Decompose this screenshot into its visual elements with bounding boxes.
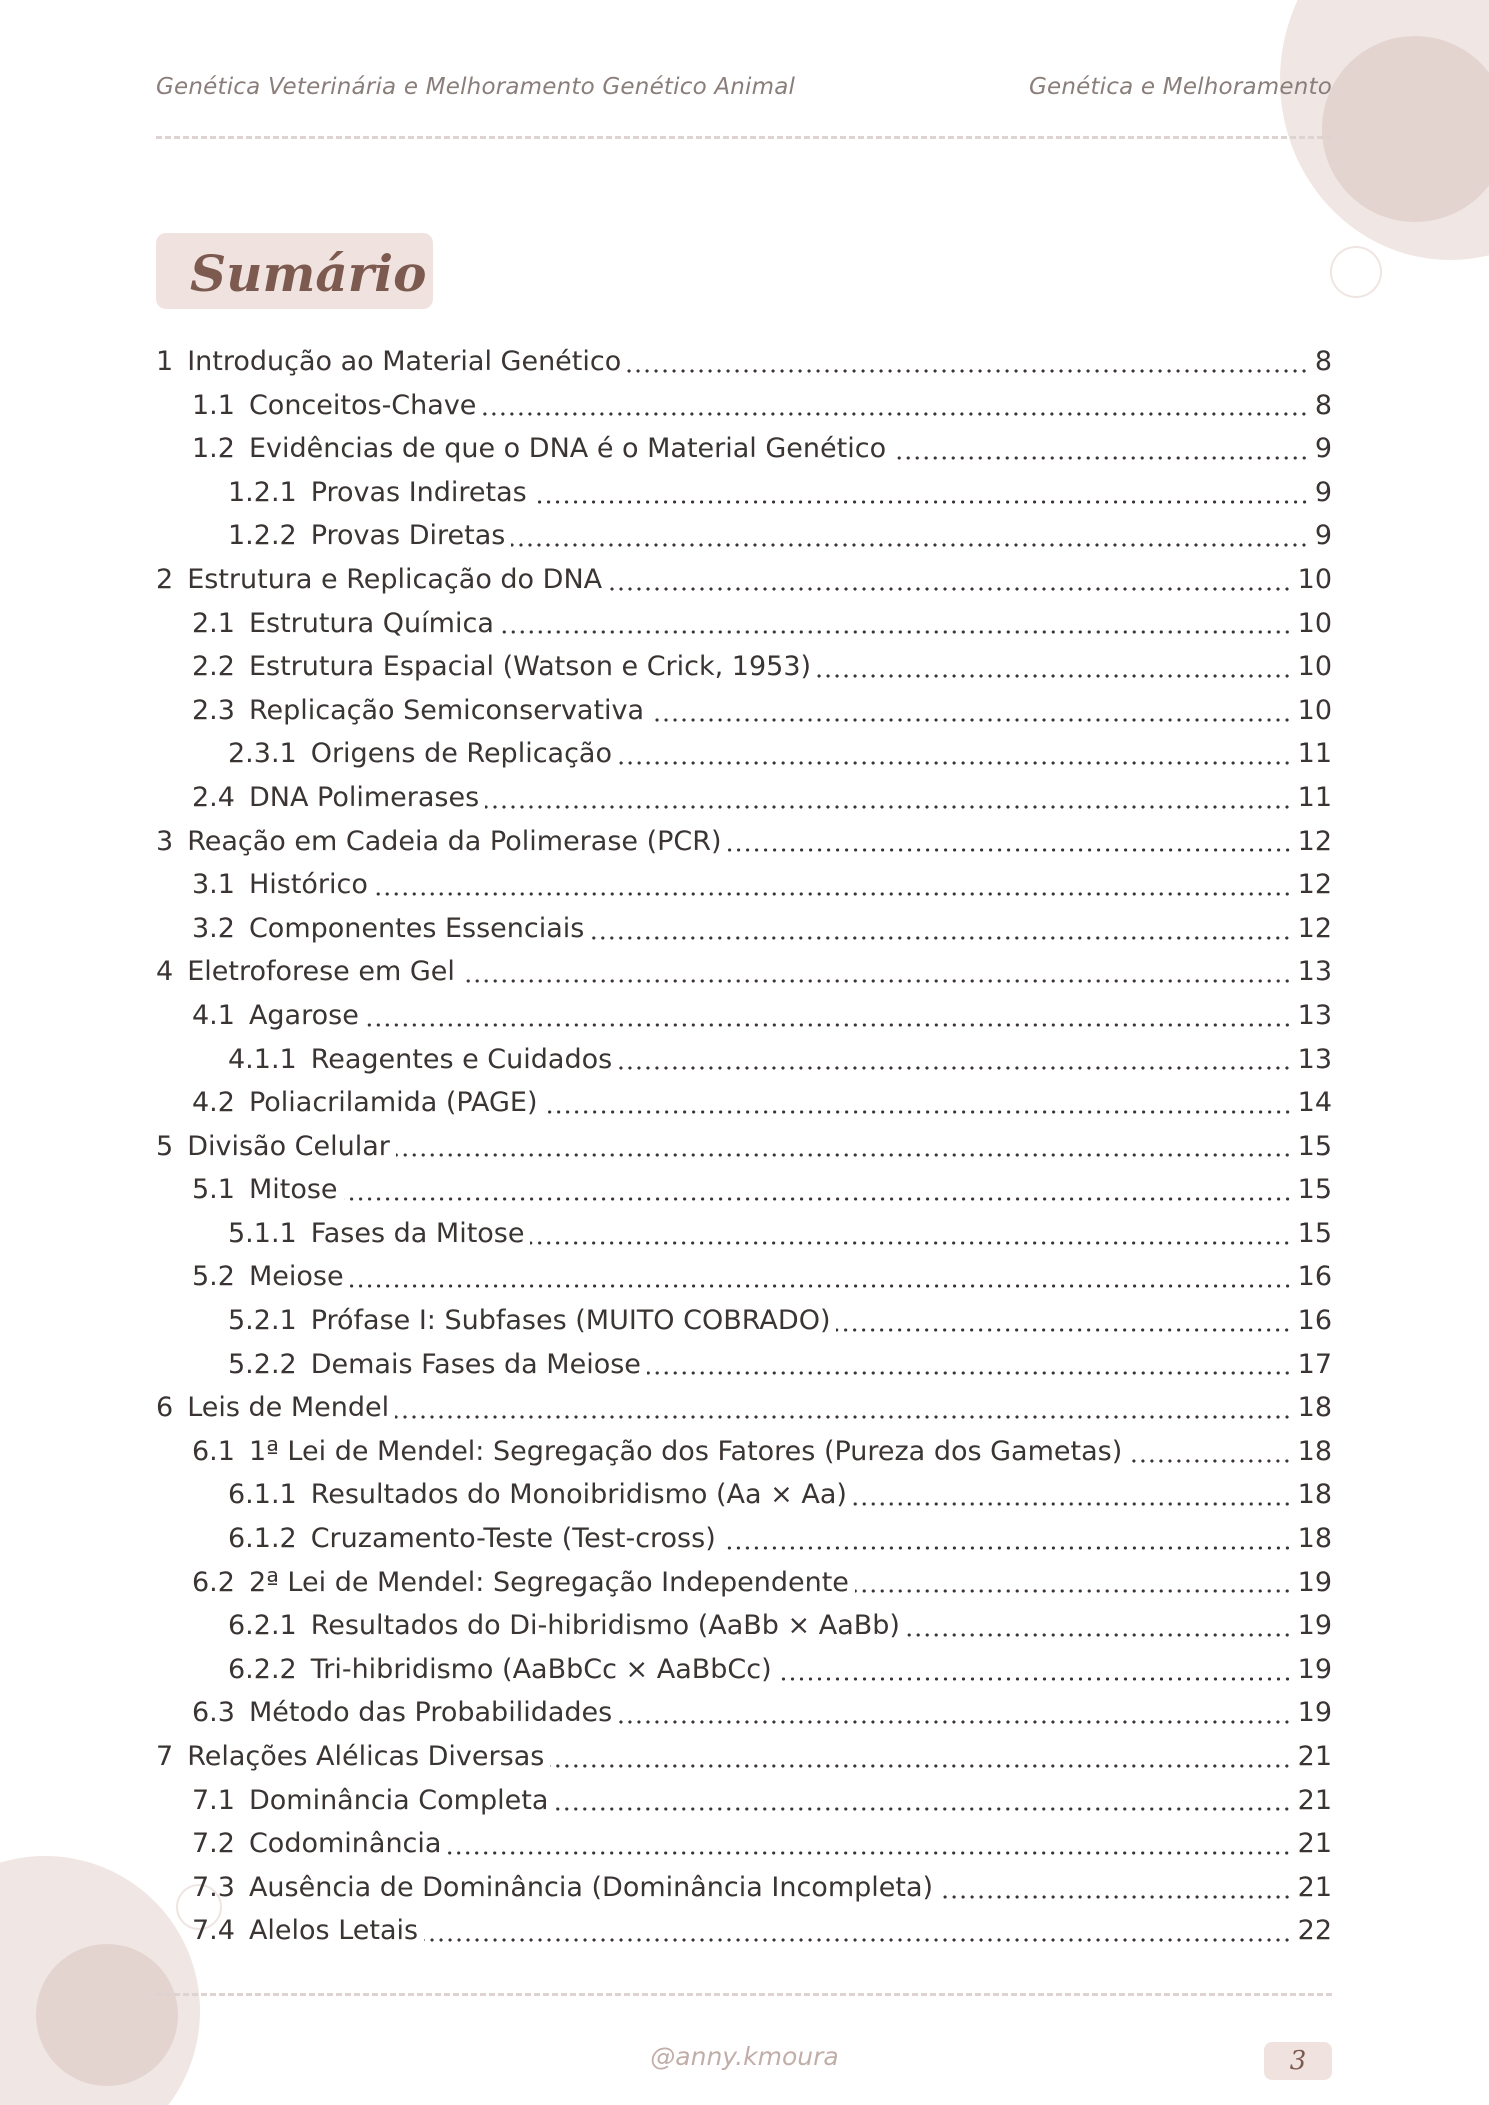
running-header-right: Genética e Melhoramento <box>1028 74 1332 100</box>
toc-entry[interactable] <box>156 1909 1332 1953</box>
toc-entry-title: Divisão Celular <box>187 1130 390 1162</box>
toc-entry-page: 21 <box>1297 1871 1332 1903</box>
toc-dot-leader <box>485 805 1292 809</box>
toc-dot-leader <box>447 1851 1291 1855</box>
toc-entry-title: Origens de Replicação <box>310 738 613 770</box>
toc-dot-leader <box>855 1589 1292 1593</box>
toc-dot-leader <box>1128 1459 1291 1463</box>
toc-dot-leader <box>892 456 1309 460</box>
decorative-ring-top-right <box>1330 246 1382 298</box>
toc-entry-number: 3.2 <box>192 912 235 944</box>
toc-entry-title: Ausência de Dominância (Dominância Incompleta) <box>248 1871 934 1903</box>
toc-entry-page: 14 <box>1297 1087 1332 1119</box>
toc-entry[interactable] <box>156 1604 1332 1648</box>
toc-entry-page: 16 <box>1297 1261 1332 1293</box>
toc-entry-title: Introdução ao Material Genético <box>187 346 622 377</box>
toc-entry[interactable] <box>156 1212 1332 1256</box>
toc-entry-page: 13 <box>1297 1043 1332 1075</box>
toc-entry-page: 11 <box>1297 781 1332 813</box>
toc-entry-title: Método das Probabilidades <box>248 1697 613 1729</box>
toc-entry[interactable] <box>156 776 1332 820</box>
toc-entry-title: Dominância Completa <box>248 1784 549 1816</box>
toc-dot-leader <box>647 1371 1292 1375</box>
toc-entry-number: 7.2 <box>192 1828 235 1860</box>
toc-entry-page: 18 <box>1297 1479 1332 1511</box>
toc-entry[interactable] <box>156 689 1332 733</box>
toc-entry-title: Demais Fases da Meiose <box>310 1348 641 1380</box>
toc-entry-page: 8 <box>1314 346 1332 377</box>
toc-entry-number: 5.1 <box>192 1174 235 1206</box>
toc-entry[interactable] <box>156 950 1332 994</box>
toc-entry[interactable] <box>156 1168 1332 1212</box>
toc-entry-number: 4.1.1 <box>228 1043 297 1075</box>
toc-entry-number: 1.2 <box>192 433 235 465</box>
toc-entry[interactable] <box>156 514 1332 558</box>
toc-entry-page: 10 <box>1297 651 1332 683</box>
toc-entry-number: 2.2 <box>192 651 235 683</box>
toc-entry-page: 10 <box>1297 694 1332 726</box>
toc-entry[interactable] <box>156 1517 1332 1561</box>
toc-entry-page: 19 <box>1297 1697 1332 1729</box>
toc-entry-title: Conceitos-Chave <box>248 389 477 421</box>
toc-entry-title: DNA Polimerases <box>248 781 480 813</box>
toc-entry-page: 13 <box>1297 956 1332 988</box>
toc-entry-title: Histórico <box>248 869 368 901</box>
toc-entry-title: 1ª Lei de Mendel: Segregação dos Fatores (Pureza dos Gametas) <box>248 1435 1123 1467</box>
toc-entry-number: 1 <box>156 346 174 377</box>
toc-entry-title: Fases da Mitose <box>310 1217 525 1249</box>
toc-dot-leader <box>344 1197 1292 1201</box>
toc-dot-leader <box>939 1895 1292 1899</box>
toc-entry-page: 9 <box>1314 433 1332 465</box>
toc-entry-page: 9 <box>1314 520 1332 552</box>
toc-entry-number: 6.2.2 <box>228 1653 297 1685</box>
toc-entry-page: 12 <box>1297 825 1332 857</box>
toc-entry-number: 5.1.1 <box>228 1217 297 1249</box>
toc-entry-page: 10 <box>1297 607 1332 639</box>
toc-entry-page: 19 <box>1297 1653 1332 1685</box>
toc-entry-title: Estrutura e Replicação do DNA <box>187 563 603 595</box>
toc-entry-page: 21 <box>1297 1828 1332 1860</box>
toc-dot-leader <box>618 761 1292 765</box>
toc-entry-title: Tri-hibridismo (AaBbCc × AaBbCc) <box>310 1653 772 1685</box>
toc-dot-leader <box>778 1677 1292 1681</box>
toc-entry-page: 16 <box>1297 1305 1332 1337</box>
toc-entry-title: Leis de Mendel <box>187 1392 390 1424</box>
toc-entry[interactable] <box>156 1299 1332 1343</box>
toc-entry-number: 2.4 <box>192 781 235 813</box>
toc-entry-page: 10 <box>1297 563 1332 595</box>
toc-dot-leader <box>906 1633 1292 1637</box>
toc-dot-leader <box>618 1066 1291 1070</box>
toc-entry-page: 17 <box>1297 1348 1332 1380</box>
toc-entry-title: Estrutura Espacial (Watson e Crick, 1953) <box>248 651 812 683</box>
toc-entry-page: 19 <box>1297 1566 1332 1598</box>
toc-entry-page: 15 <box>1297 1174 1332 1206</box>
toc-dot-leader <box>554 1807 1291 1811</box>
header-divider <box>156 136 1332 139</box>
toc-entry-title: Cruzamento-Teste (Test-cross) <box>310 1523 716 1555</box>
table-of-contents <box>156 340 1332 1953</box>
toc-entry[interactable] <box>156 558 1332 602</box>
toc-entry-number: 6.1.2 <box>228 1523 297 1555</box>
toc-entry-title: Alelos Letais <box>248 1915 419 1947</box>
toc-dot-leader <box>650 718 1292 722</box>
toc-dot-leader <box>533 500 1309 504</box>
toc-dot-leader <box>511 543 1308 547</box>
toc-dot-leader <box>395 1415 1292 1419</box>
toc-dot-leader <box>396 1153 1292 1157</box>
toc-dot-leader <box>590 936 1291 940</box>
toc-entry[interactable] <box>156 863 1332 907</box>
toc-entry-title: Reagentes e Cuidados <box>310 1043 613 1075</box>
toc-dot-leader <box>374 892 1292 896</box>
toc-entry-number: 6.1.1 <box>228 1479 297 1511</box>
toc-entry-number: 5 <box>156 1130 174 1162</box>
toc-dot-leader <box>836 1328 1291 1332</box>
toc-entry-number: 6 <box>156 1392 174 1424</box>
toc-entry-number: 4 <box>156 956 174 988</box>
toc-entry-page: 9 <box>1314 476 1332 508</box>
toc-entry-title: Provas Diretas <box>310 520 506 552</box>
toc-entry-page: 21 <box>1297 1741 1332 1772</box>
toc-entry-title: Estrutura Química <box>248 607 494 639</box>
toc-entry-number: 4.2 <box>192 1087 235 1119</box>
toc-dot-leader <box>722 1546 1292 1550</box>
toc-entry-page: 12 <box>1297 869 1332 901</box>
toc-entry-number: 5.2.2 <box>228 1348 297 1380</box>
toc-dot-leader <box>500 630 1292 634</box>
toc-entry-number: 2.3 <box>192 694 235 726</box>
toc-entry[interactable] <box>156 602 1332 646</box>
toc-entry-title: Relações Alélicas Diversas <box>187 1741 545 1772</box>
toc-entry-title: Meiose <box>248 1261 344 1293</box>
toc-entry[interactable] <box>156 1735 1332 1779</box>
toc-entry[interactable] <box>156 1822 1332 1866</box>
toc-entry-number: 5.2 <box>192 1261 235 1293</box>
toc-entry-page: 15 <box>1297 1130 1332 1162</box>
toc-entry-page: 18 <box>1297 1435 1332 1467</box>
toc-entry-title: Provas Indiretas <box>310 476 527 508</box>
toc-dot-leader <box>350 1284 1292 1288</box>
toc-entry-title: Evidências de que o DNA é o Material Genético <box>248 433 887 465</box>
author-handle: @anny.kmoura <box>650 2042 839 2071</box>
toc-entry-number: 6.2.1 <box>228 1610 297 1642</box>
toc-entry-title: Mitose <box>248 1174 338 1206</box>
page-title: Sumário <box>190 244 427 303</box>
toc-dot-leader <box>627 369 1309 373</box>
toc-dot-leader <box>530 1241 1291 1245</box>
toc-dot-leader <box>728 848 1292 852</box>
toc-entry[interactable] <box>156 732 1332 776</box>
toc-entry[interactable] <box>156 1866 1332 1910</box>
toc-entry-title: Poliacrilamida (PAGE) <box>248 1087 538 1119</box>
toc-entry-number: 1.2.2 <box>228 520 297 552</box>
toc-entry[interactable] <box>156 1255 1332 1299</box>
toc-entry-title: Reação em Cadeia da Polimerase (PCR) <box>187 825 722 857</box>
toc-entry-page: 8 <box>1314 389 1332 421</box>
running-header-left: Genética Veterinária e Melhoramento Genético Animal <box>156 74 796 100</box>
toc-entry-number: 6.2 <box>192 1566 235 1598</box>
toc-entry-number: 1.2.1 <box>228 476 297 508</box>
toc-entry-number: 2 <box>156 563 174 595</box>
toc-entry[interactable] <box>156 427 1332 471</box>
toc-entry-title: Eletroforese em Gel <box>187 956 455 988</box>
toc-entry-title: Componentes Essenciais <box>248 912 585 944</box>
toc-entry-number: 3.1 <box>192 869 235 901</box>
toc-entry-number: 7.1 <box>192 1784 235 1816</box>
toc-entry-page: 21 <box>1297 1784 1332 1816</box>
toc-dot-leader <box>424 1938 1292 1942</box>
toc-entry-number: 4.1 <box>192 999 235 1031</box>
toc-entry-page: 12 <box>1297 912 1332 944</box>
toc-entry-number: 7.3 <box>192 1871 235 1903</box>
toc-entry[interactable] <box>156 1779 1332 1823</box>
toc-entry[interactable] <box>156 994 1332 1038</box>
toc-entry[interactable] <box>156 1691 1332 1735</box>
toc-entry[interactable] <box>156 1648 1332 1692</box>
toc-entry-page: 11 <box>1297 738 1332 770</box>
toc-dot-leader <box>544 1110 1292 1114</box>
toc-entry-number: 7 <box>156 1741 174 1772</box>
toc-dot-leader <box>618 1720 1291 1724</box>
toc-dot-leader <box>482 412 1308 416</box>
toc-entry-page: 15 <box>1297 1217 1332 1249</box>
toc-entry-number: 6.1 <box>192 1435 235 1467</box>
toc-entry-number: 1.1 <box>192 389 235 421</box>
toc-entry[interactable] <box>156 820 1332 864</box>
page-number-badge: 3 <box>1264 2042 1332 2080</box>
toc-entry[interactable] <box>156 384 1332 428</box>
toc-dot-leader <box>461 979 1292 983</box>
toc-entry[interactable] <box>156 1125 1332 1169</box>
toc-entry[interactable] <box>156 645 1332 689</box>
toc-entry[interactable] <box>156 340 1332 384</box>
toc-entry-number: 2.3.1 <box>228 738 297 770</box>
toc-entry-number: 3 <box>156 825 174 857</box>
toc-entry-page: 18 <box>1297 1392 1332 1424</box>
toc-entry[interactable] <box>156 907 1332 951</box>
toc-entry[interactable] <box>156 1081 1332 1125</box>
toc-entry-title: Codominância <box>248 1828 442 1860</box>
toc-entry-title: 2ª Lei de Mendel: Segregação Independente <box>248 1566 849 1598</box>
toc-dot-leader <box>550 1764 1291 1768</box>
toc-dot-leader <box>608 587 1292 591</box>
toc-entry-title: Replicação Semiconservativa <box>248 694 645 726</box>
toc-entry[interactable] <box>156 1473 1332 1517</box>
toc-entry-number: 5.2.1 <box>228 1305 297 1337</box>
toc-entry-title: Prófase I: Subfases (MUITO COBRADO) <box>310 1305 831 1337</box>
toc-entry-page: 18 <box>1297 1523 1332 1555</box>
toc-dot-leader <box>817 674 1292 678</box>
toc-entry-number: 6.3 <box>192 1697 235 1729</box>
toc-entry[interactable] <box>156 471 1332 515</box>
toc-entry[interactable] <box>156 1561 1332 1605</box>
toc-entry-page: 19 <box>1297 1610 1332 1642</box>
toc-entry[interactable] <box>156 1343 1332 1387</box>
toc-entry[interactable] <box>156 1038 1332 1082</box>
toc-entry-page: 22 <box>1297 1915 1332 1947</box>
toc-dot-leader <box>365 1023 1292 1027</box>
toc-entry-title: Resultados do Di-hibridismo (AaBb × AaBb) <box>310 1610 900 1642</box>
toc-entry[interactable] <box>156 1430 1332 1474</box>
toc-entry-number: 7.4 <box>192 1915 235 1947</box>
toc-entry-page: 13 <box>1297 999 1332 1031</box>
footer-divider <box>156 1993 1332 1996</box>
toc-dot-leader <box>853 1502 1292 1506</box>
toc-entry-title: Agarose <box>248 999 359 1031</box>
toc-entry[interactable] <box>156 1386 1332 1430</box>
toc-entry-number: 2.1 <box>192 607 235 639</box>
toc-entry-title: Resultados do Monoibridismo (Aa × Aa) <box>310 1479 847 1511</box>
